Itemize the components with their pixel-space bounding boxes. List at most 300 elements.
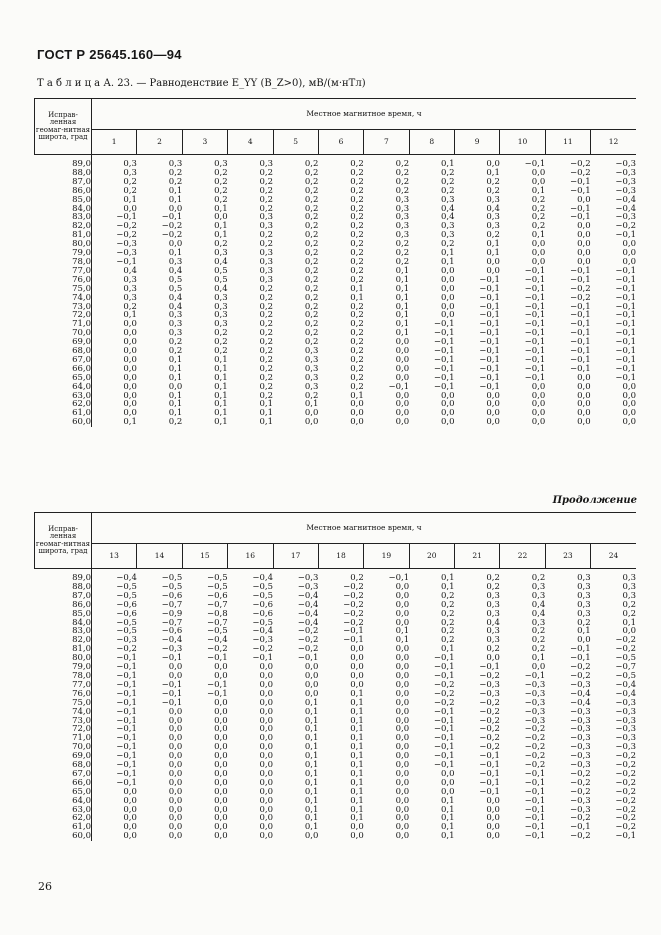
latitude-cell: 87,0 [35, 178, 92, 187]
value-cell: 0,0 [440, 417, 455, 428]
value-cell: 0,0 [486, 159, 500, 169]
value-cell: 0,2 [486, 230, 500, 241]
value-cell: 0,0 [577, 230, 591, 241]
value-cell: −0,7 [206, 599, 228, 610]
hour-header: 20 [409, 544, 454, 569]
value-cell: 0,1 [304, 786, 319, 797]
value-cell: 0,4 [214, 256, 228, 267]
hour-header: 1 [92, 130, 137, 155]
hour-header: 12 [591, 130, 636, 155]
value-cell: 0,1 [350, 688, 364, 699]
value-cell: 0,1 [304, 822, 319, 833]
latitude-cell: 82,0 [35, 636, 92, 645]
value-cell: 0,0 [259, 706, 273, 717]
value-cell: 0,0 [395, 822, 410, 833]
value-cell: 0,3 [486, 608, 500, 619]
value-cell: −0,1 [433, 662, 455, 673]
value-cell: 0,1 [304, 706, 319, 717]
value-cell: 0,0 [168, 831, 183, 842]
value-cell: 0,0 [123, 319, 137, 330]
value-cell: 0,2 [304, 159, 319, 169]
latitude-cell: 78,0 [35, 672, 92, 681]
value-cell: 0,2 [395, 185, 410, 196]
value-cell: 0,1 [350, 813, 364, 824]
value-cell: −0,5 [116, 626, 137, 637]
value-cell: 0,2 [123, 185, 137, 196]
value-cell: 0,2 [350, 185, 364, 196]
value-cell: −0,1 [524, 346, 546, 357]
value-cell: 0,2 [259, 203, 273, 214]
value-cell: 0,0 [168, 203, 183, 214]
hour-header: 6 [318, 130, 363, 155]
value-cell: 0,0 [168, 804, 183, 815]
value-cell: −0,3 [524, 697, 546, 708]
value-cell: 0,0 [486, 408, 500, 419]
value-cell: −0,1 [116, 742, 137, 753]
value-cell: 0,4 [486, 617, 500, 628]
value-cell: −0,1 [524, 777, 546, 788]
value-cell: 0,0 [168, 724, 183, 735]
value-cell: 0,3 [168, 319, 183, 330]
value-cell: −0,1 [524, 337, 546, 348]
value-cell: −0,1 [615, 354, 636, 365]
value-cell: 0,0 [214, 697, 228, 708]
value-cell: 0,3 [304, 363, 319, 374]
value-cell: 0,2 [168, 176, 183, 187]
value-cell: −0,5 [206, 573, 228, 583]
value-cell: 0,1 [486, 167, 500, 178]
hour-header: 23 [545, 544, 590, 569]
value-cell: 0,0 [123, 381, 137, 392]
value-cell: 0,0 [123, 804, 137, 815]
value-cell: −0,1 [524, 265, 546, 276]
value-cell: 0,0 [123, 354, 137, 365]
value-cell: −0,3 [615, 212, 636, 223]
value-cell: 0,3 [486, 194, 500, 205]
value-cell: 0,0 [531, 248, 546, 259]
value-cell: −0,2 [524, 751, 546, 762]
latitude-cell: 81,0 [35, 645, 92, 654]
latitude-cell: 89,0 [35, 569, 92, 583]
value-cell: 0,1 [214, 230, 228, 241]
value-cell: 0,3 [486, 590, 500, 601]
value-cell: 0,3 [214, 292, 228, 303]
value-cell: −0,1 [569, 653, 591, 664]
value-cell: 0,0 [486, 256, 500, 267]
value-cell: −0,1 [116, 760, 137, 771]
value-cell: −0,6 [252, 599, 273, 610]
value-cell: 0,1 [440, 813, 455, 824]
latitude-cell: 78,0 [35, 258, 92, 267]
value-cell: −0,2 [206, 644, 228, 655]
hour-header: 4 [228, 130, 273, 155]
value-cell: −0,3 [252, 635, 273, 646]
value-cell: 0,3 [214, 310, 228, 321]
value-cell: 0,1 [395, 301, 410, 312]
value-cell: −0,2 [343, 617, 364, 628]
value-cell: 0,2 [259, 292, 273, 303]
value-cell: −0,1 [524, 283, 546, 294]
value-cell: 0,2 [259, 176, 273, 187]
value-cell: 0,0 [304, 670, 319, 681]
value-cell: −0,5 [116, 581, 137, 592]
value-cell: 0,0 [395, 760, 410, 771]
value-cell: 0,2 [259, 319, 273, 330]
value-cell: −0,1 [206, 688, 228, 699]
value-cell: 0,0 [304, 408, 319, 419]
value-cell: −0,1 [615, 265, 636, 276]
value-cell: 0,1 [304, 751, 319, 762]
value-cell: 0,2 [440, 176, 455, 187]
value-cell: −0,2 [479, 697, 500, 708]
value-cell: 0,0 [395, 417, 410, 428]
value-cell: −0,3 [569, 795, 591, 806]
value-cell: −0,1 [615, 283, 636, 294]
value-cell: 0,3 [168, 159, 183, 169]
value-cell: −0,6 [252, 608, 273, 619]
value-cell: 0,2 [440, 185, 455, 196]
value-cell: 0,2 [259, 194, 273, 205]
value-cell: 0,0 [259, 662, 273, 673]
continuation-label: Продолжение [552, 495, 637, 506]
value-cell: 0,0 [123, 795, 137, 806]
value-cell: 0,0 [123, 399, 137, 410]
value-cell: −0,2 [433, 697, 455, 708]
value-cell: 0,2 [168, 167, 183, 178]
value-cell: −0,3 [615, 185, 636, 196]
value-cell: 0,0 [214, 831, 228, 842]
value-cell: −0,1 [615, 831, 636, 842]
value-cell: 0,3 [395, 230, 410, 241]
value-cell: −0,4 [615, 194, 636, 205]
latitude-cell: 80,0 [35, 240, 92, 249]
value-cell: 0,2 [395, 159, 410, 169]
value-cell: 0,2 [486, 644, 500, 655]
value-cell: 0,0 [531, 417, 546, 428]
value-cell: 0,1 [304, 724, 319, 735]
value-cell: −0,3 [116, 635, 137, 646]
value-cell: 0,2 [395, 239, 410, 250]
value-cell: 0,0 [168, 760, 183, 771]
value-cell: −0,1 [116, 715, 137, 726]
value-cell: −0,3 [615, 159, 636, 169]
value-cell: 0,0 [395, 706, 410, 717]
value-cell: 0,0 [395, 715, 410, 726]
value-cell: 0,3 [440, 194, 455, 205]
value-cell: −0,9 [161, 608, 183, 619]
value-cell: −0,3 [569, 679, 591, 690]
value-cell: 0,2 [123, 176, 137, 187]
value-cell: −0,1 [479, 372, 500, 383]
value-cell: 0,0 [214, 760, 228, 771]
value-cell: 0,0 [259, 751, 273, 762]
value-cell: 0,0 [214, 662, 228, 673]
value-cell: 0,3 [259, 248, 273, 259]
value-cell: 0,0 [168, 786, 183, 797]
value-cell: 0,0 [259, 679, 273, 690]
latitude-cell: 64,0 [35, 797, 92, 806]
value-cell: −0,1 [297, 653, 319, 664]
value-cell: −0,5 [252, 581, 273, 592]
value-cell: −0,1 [433, 706, 455, 717]
value-cell: 0,2 [350, 354, 364, 365]
value-cell: −0,3 [569, 804, 591, 815]
hour-header: 22 [500, 544, 545, 569]
value-cell: 0,2 [350, 372, 364, 383]
table-row [35, 832, 637, 841]
value-cell: 0,2 [622, 608, 636, 619]
value-cell: 0,0 [214, 706, 228, 717]
value-cell: 0,2 [350, 363, 364, 374]
value-cell: 0,2 [440, 599, 455, 610]
value-cell: 0,0 [123, 408, 137, 419]
value-cell: 0,1 [440, 581, 455, 592]
value-cell: 0,1 [440, 248, 455, 259]
value-cell: 0,0 [259, 724, 273, 735]
value-cell: 0,0 [395, 697, 410, 708]
value-cell: −0,1 [569, 265, 591, 276]
latitude-cell: 73,0 [35, 303, 92, 312]
value-cell: −0,3 [569, 715, 591, 726]
hour-header: 18 [318, 544, 363, 569]
value-cell: 0,2 [304, 310, 319, 321]
value-cell: 0,0 [622, 239, 636, 250]
value-cell: 0,1 [214, 417, 228, 428]
latitude-cell: 60,0 [35, 832, 92, 841]
value-cell: −0,3 [479, 688, 500, 699]
value-cell: −0,6 [161, 626, 183, 637]
value-cell: 0,0 [395, 599, 410, 610]
value-cell: 0,0 [531, 176, 546, 187]
latitude-cell: 63,0 [35, 392, 92, 401]
value-cell: 0,4 [440, 203, 455, 214]
value-cell: 0,0 [214, 795, 228, 806]
value-cell: −0,1 [479, 777, 500, 788]
value-cell: 0,1 [214, 381, 228, 392]
value-cell: −0,4 [252, 573, 273, 583]
value-cell: 0,0 [486, 653, 500, 664]
value-cell: −0,2 [116, 230, 137, 241]
latitude-cell: 66,0 [35, 779, 92, 788]
value-cell: −0,1 [433, 354, 455, 365]
value-cell: −0,1 [479, 662, 500, 673]
value-cell: 0,0 [123, 363, 137, 374]
value-cell: 0,3 [486, 212, 500, 223]
value-cell: 0,0 [577, 248, 591, 259]
table-row [35, 155, 637, 169]
value-cell: 0,1 [168, 372, 183, 383]
value-cell: −0,1 [116, 688, 137, 699]
value-cell: −0,1 [569, 203, 591, 214]
latitude-cell: 70,0 [35, 743, 92, 752]
value-cell: 0,0 [350, 822, 364, 833]
value-cell: −0,1 [206, 679, 228, 690]
latitude-cell: 85,0 [35, 196, 92, 205]
value-cell: 0,2 [259, 301, 273, 312]
value-cell: 0,2 [304, 292, 319, 303]
value-cell: −0,1 [433, 670, 455, 681]
value-cell: −0,1 [116, 256, 137, 267]
latitude-cell: 70,0 [35, 329, 92, 338]
hour-header: 8 [409, 130, 454, 155]
latitude-cell: 87,0 [35, 592, 92, 601]
value-cell: 0,0 [577, 635, 591, 646]
page-number: 26 [38, 880, 52, 893]
value-cell: 0,1 [350, 804, 364, 815]
value-cell: 0,1 [304, 804, 319, 815]
value-cell: 0,1 [395, 265, 410, 276]
table-row [35, 569, 637, 583]
value-cell: 0,0 [168, 795, 183, 806]
value-cell: 0,2 [259, 390, 273, 401]
value-cell: 0,2 [350, 310, 364, 321]
value-cell: −0,1 [479, 381, 500, 392]
value-cell: −0,3 [615, 176, 636, 187]
value-cell: −0,3 [524, 706, 546, 717]
value-cell: 0,0 [214, 804, 228, 815]
value-cell: 0,0 [350, 679, 364, 690]
value-cell: −0,4 [615, 688, 636, 699]
value-cell: 0,2 [304, 390, 319, 401]
value-cell: 0,0 [395, 813, 410, 824]
value-cell: 0,1 [486, 248, 500, 259]
value-cell: 0,3 [622, 590, 636, 601]
value-cell: −0,3 [569, 751, 591, 762]
value-cell: −0,1 [524, 354, 546, 365]
value-cell: 0,2 [350, 159, 364, 169]
value-cell: 0,0 [577, 256, 591, 267]
value-cell: 0,0 [350, 831, 364, 842]
value-cell: 0,3 [531, 590, 546, 601]
value-cell: −0,1 [116, 679, 137, 690]
value-cell: −0,1 [569, 354, 591, 365]
value-cell: −0,1 [116, 662, 137, 673]
hour-header: 9 [455, 130, 500, 155]
value-cell: −0,6 [116, 608, 137, 619]
value-cell: −0,2 [252, 644, 273, 655]
value-cell: 0,0 [395, 653, 410, 664]
value-cell: 0,1 [440, 795, 455, 806]
value-cell: 0,2 [350, 328, 364, 339]
value-cell: −0,2 [479, 733, 500, 744]
value-cell: 0,0 [259, 831, 273, 842]
value-cell: 0,2 [531, 194, 546, 205]
value-cell: 0,1 [395, 635, 410, 646]
value-cell: −0,1 [615, 274, 636, 285]
value-cell: 0,1 [304, 795, 319, 806]
value-cell: 0,1 [304, 399, 319, 410]
value-cell: 0,0 [395, 751, 410, 762]
value-cell: 0,0 [577, 239, 591, 250]
value-cell: 0,0 [395, 617, 410, 628]
data-table-hours-1-12 [34, 98, 636, 427]
latitude-cell: 60,0 [35, 418, 92, 427]
value-cell: −0,1 [524, 159, 546, 169]
value-cell: 0,0 [214, 670, 228, 681]
value-cell: 0,1 [486, 239, 500, 250]
value-cell: 0,0 [395, 581, 410, 592]
value-cell: 0,2 [350, 194, 364, 205]
value-cell: −0,1 [116, 670, 137, 681]
value-cell: 0,1 [214, 399, 228, 410]
value-cell: 0,1 [304, 742, 319, 753]
value-cell: −0,7 [615, 662, 636, 673]
latitude-cell: 63,0 [35, 806, 92, 815]
value-cell: 0,1 [214, 203, 228, 214]
value-cell: −0,2 [433, 679, 455, 690]
value-cell: 0,0 [123, 346, 137, 357]
value-cell: 0,1 [168, 408, 183, 419]
value-cell: 0,1 [350, 724, 364, 735]
value-cell: 0,0 [622, 399, 636, 410]
value-cell: −0,3 [524, 688, 546, 699]
value-cell: 0,3 [531, 581, 546, 592]
value-cell: −0,1 [116, 751, 137, 762]
value-cell: 0,3 [214, 301, 228, 312]
value-cell: 0,0 [123, 328, 137, 339]
value-cell: 0,0 [577, 221, 591, 232]
latitude-cell: 61,0 [35, 823, 92, 832]
value-cell: 0,3 [304, 346, 319, 357]
value-cell: −0,2 [479, 724, 500, 735]
value-cell: 0,1 [440, 256, 455, 267]
latitude-cell: 75,0 [35, 285, 92, 294]
value-cell: 0,3 [622, 573, 636, 583]
latitude-cell: 84,0 [35, 205, 92, 214]
value-cell: 0,4 [168, 301, 183, 312]
value-cell: −0,1 [433, 337, 455, 348]
value-cell: 0,1 [168, 185, 183, 196]
value-cell: −0,2 [297, 644, 319, 655]
value-cell: 0,2 [214, 337, 228, 348]
value-cell: 0,3 [577, 608, 591, 619]
value-cell: 0,1 [395, 283, 410, 294]
value-cell: −0,1 [343, 626, 364, 637]
value-cell: 0,0 [395, 724, 410, 735]
value-cell: 0,0 [259, 688, 273, 699]
value-cell: −0,8 [206, 608, 228, 619]
value-cell: −0,1 [569, 185, 591, 196]
value-cell: 0,0 [486, 399, 500, 410]
value-cell: −0,1 [524, 274, 546, 285]
value-cell: 0,2 [304, 337, 319, 348]
value-cell: 0,0 [350, 408, 364, 419]
value-cell: −0,1 [479, 760, 500, 771]
value-cell: 0,4 [168, 292, 183, 303]
value-cell: 0,2 [304, 230, 319, 241]
value-cell: 0,3 [214, 248, 228, 259]
value-cell: −0,2 [479, 715, 500, 726]
value-cell: 0,2 [259, 354, 273, 365]
value-cell: 0,0 [440, 408, 455, 419]
value-cell: −0,5 [252, 590, 273, 601]
value-cell: −0,2 [569, 777, 591, 788]
value-cell: 0,0 [395, 644, 410, 655]
value-cell: −0,1 [615, 230, 636, 241]
value-cell: −0,1 [161, 697, 183, 708]
value-cell: 0,0 [531, 390, 546, 401]
value-cell: −0,3 [569, 742, 591, 753]
value-cell: −0,1 [524, 670, 546, 681]
value-cell: −0,4 [206, 635, 228, 646]
value-cell: 0,2 [259, 372, 273, 383]
value-cell: −0,2 [524, 742, 546, 753]
value-cell: 0,0 [168, 813, 183, 824]
value-cell: −0,2 [343, 590, 364, 601]
value-cell: 0,0 [395, 786, 410, 797]
value-cell: −0,7 [206, 617, 228, 628]
value-cell: 0,0 [622, 248, 636, 259]
